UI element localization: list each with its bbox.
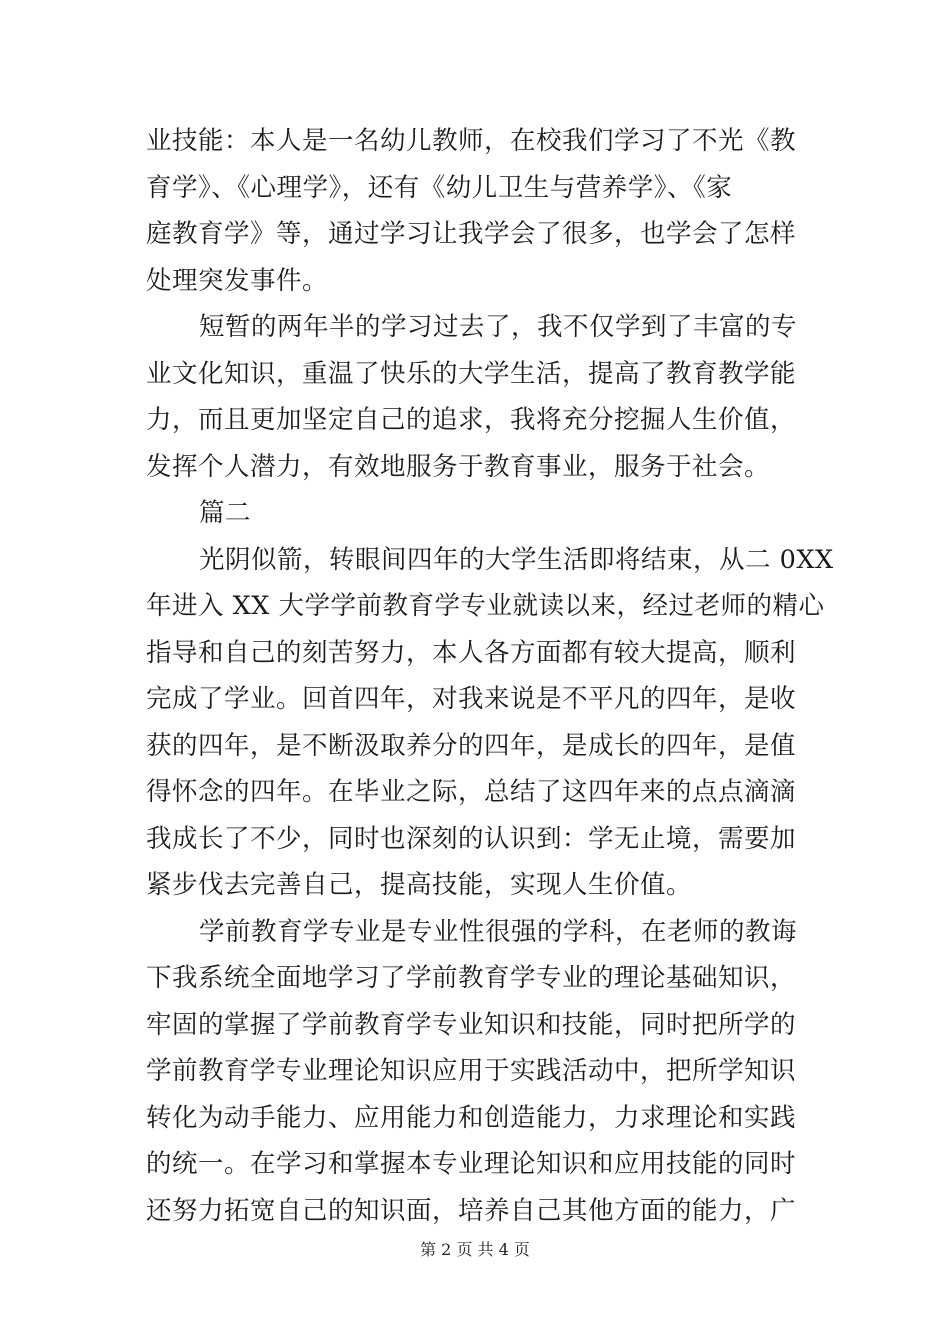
text-line: 完成了学业。回首四年，对我来说是不平凡的四年，是收	[146, 684, 797, 714]
text-line: 育学》、《心理学》，还有《幼儿卫生与营养学》、《家	[146, 173, 733, 203]
text-line: 牢固的掌握了学前教育学专业知识和技能，同时把所学的	[146, 1010, 797, 1040]
text-line: 得怀念的四年。在毕业之际，总结了这四年来的点点滴滴	[146, 777, 797, 807]
text-line: 紧步伐去完善自己，提高技能，实现人生价值。	[146, 870, 693, 900]
text-line: 下我系统全面地学习了学前教育学专业的理论基础知识，	[146, 963, 797, 993]
section-heading: 篇二	[199, 498, 252, 528]
text-line: 学前教育学专业理论知识应用于实践活动中，把所学知识	[146, 1056, 797, 1086]
text-line: 发挥个人潜力，有效地服务于教育事业，服务于社会。	[146, 452, 771, 482]
text-line: 年进入 XX 大学学前教育学专业就读以来，经过老师的精心	[146, 591, 825, 621]
page-number-footer: 第 2 页 共 4 页	[420, 1240, 530, 1259]
text-line: 指导和自己的刻苦努力，本人各方面都有较大提高，顺利	[146, 638, 797, 668]
paragraph-first-line: 学前教育学专业是专业性很强的学科，在老师的教诲	[199, 917, 798, 947]
text-line: 业文化知识，重温了快乐的大学生活，提高了教育教学能	[146, 359, 797, 389]
paragraph-first-line: 光阴似箭，转眼间四年的大学生活即将结束，从二 0XX	[199, 545, 834, 575]
text-line: 业技能：本人是一名幼儿教师，在校我们学习了不光《教	[146, 126, 797, 156]
text-line: 还努力拓宽自己的知识面，培养自己其他方面的能力，广	[146, 1196, 797, 1226]
text-line: 庭教育学》等，通过学习让我学会了很多，也学会了怎样	[146, 219, 797, 249]
paragraph-first-line: 短暂的两年半的学习过去了，我不仅学到了丰富的专	[199, 312, 798, 342]
text-line: 力，而且更加坚定自己的追求，我将充分挖掘人生价值，	[146, 405, 797, 435]
text-line: 我成长了不少，同时也深刻的认识到：学无止境，需要加	[146, 824, 797, 854]
text-line: 处理突发事件。	[146, 266, 329, 296]
text-line: 获的四年，是不断汲取养分的四年，是成长的四年，是值	[146, 731, 797, 761]
text-line: 转化为动手能力、应用能力和创造能力，力求理论和实践	[146, 1103, 797, 1133]
text-line: 的统一。在学习和掌握本专业理论知识和应用技能的同时	[146, 1149, 797, 1179]
